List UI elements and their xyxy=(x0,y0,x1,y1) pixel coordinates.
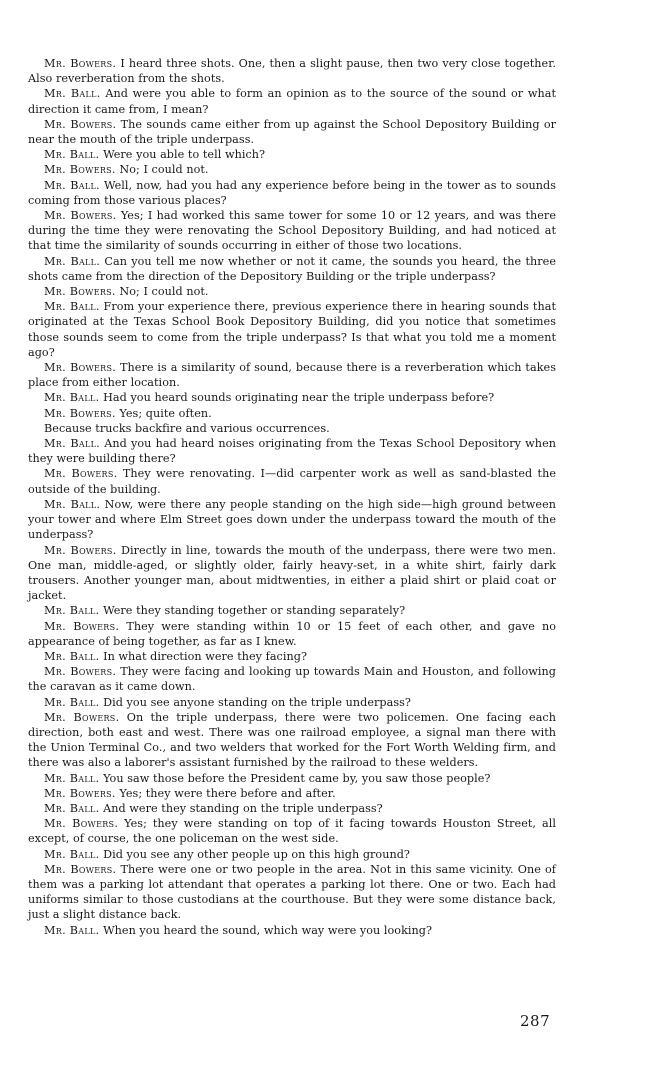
speaker-label: Mr. Ball. xyxy=(44,604,100,618)
paragraph-text: And were you able to form an opinion as to the source of the sound or what direction it came from, I mean? xyxy=(28,87,556,116)
speaker-label: Mr. Bowers. xyxy=(44,543,117,557)
testimony-paragraph xyxy=(28,497,556,543)
paragraph-text: Were you able to tell which? xyxy=(103,148,266,162)
paragraph-text: They were renovating. I—did carpenter work as well as sand-blasted the outside of the building. xyxy=(28,467,557,496)
speaker-label: Mr. Bowers. xyxy=(44,619,120,633)
testimony-paragraph xyxy=(28,801,556,816)
speaker-label: Mr. Bowers. xyxy=(44,163,116,177)
paragraph-text: No; I could not. xyxy=(119,163,209,177)
speaker-label: Mr. Bowers. xyxy=(44,665,117,679)
speaker-label: Mr. Ball. xyxy=(44,801,100,815)
speaker-label: Mr. Ball. xyxy=(44,148,100,162)
testimony-paragraph xyxy=(28,862,556,923)
speaker-label: Mr. Bowers. xyxy=(44,57,117,70)
testimony-paragraph xyxy=(28,254,556,284)
paragraph-text: Because trucks backfire and various occurrences. xyxy=(44,421,330,435)
testimony-paragraph xyxy=(28,664,556,694)
speaker-label: Mr. Bowers. xyxy=(44,467,118,481)
paragraph-text: Well, now, had you had any experience before being in the tower as to sounds coming from those various places? xyxy=(28,178,557,207)
paragraph-text: The sounds came either from up against the School Depository Building or near the mouth of the triple underpass. xyxy=(28,117,556,147)
testimony-paragraph xyxy=(28,284,556,299)
speaker-label: Mr. Ball. xyxy=(44,497,101,511)
paragraph-text: Had you heard sounds originating near the triple underpass before? xyxy=(103,391,495,405)
speaker-label: Mr. Ball. xyxy=(44,771,100,785)
paragraph-text: Yes; I had worked this same tower for some 10 or 12 years, and was there during the time they were renovating the School Depository Building, and had noticed at that time the similarity of sounds occurring in either of those two locations. xyxy=(28,209,556,253)
paragraph-text: There were one or two people in the area. Not in this same vicinity. One of them was a parking lot attendant that operates a parking lot there. One or two. Each had uniforms similar to those custodians at the courthouse. But they were some distance back, just a slight distance back. xyxy=(28,862,556,922)
paragraph-text: You saw those before the President came by, you saw those people? xyxy=(103,771,491,785)
paragraph-text: On the triple underpass, there were two policemen. One facing each direction, both east and west. There was one railroad employee, a signal man there with the Union Terminal Co., and two welders that worked for the Fort Worth Welding firm, and there was also a laborer's assistant furnished by the railroad to these welders. xyxy=(28,710,556,770)
speaker-label: Mr. Bowers. xyxy=(44,710,120,724)
testimony-paragraph xyxy=(28,603,556,618)
paragraph-text: Did you see any other people up on this high ground? xyxy=(103,847,410,861)
speaker-label: Mr. Bowers. xyxy=(44,117,117,131)
testimony-paragraph xyxy=(28,816,556,846)
testimony-paragraph xyxy=(28,117,556,147)
paragraph-text: From your experience there, previous experience there in hearing sounds that originated at the Texas School Book Depository Building, did you notice that sometimes those sounds seem to come from the triple underpass? Is that what you told me a moment ago? xyxy=(28,300,557,359)
testimony-paragraph xyxy=(28,786,556,801)
testimony-paragraph xyxy=(28,466,556,496)
paragraph-text: Did you see anyone standing on the triple underpass? xyxy=(103,695,411,709)
paragraph-text: No; I could not. xyxy=(119,285,209,299)
speaker-label: Mr. Ball. xyxy=(44,649,100,663)
paragraph-text: And you had heard noises originating from the Texas School Depository when they were building there? xyxy=(28,437,556,466)
testimony-paragraph xyxy=(28,421,556,436)
speaker-label: Mr. Ball. xyxy=(44,254,101,268)
testimony-paragraph xyxy=(28,162,556,177)
testimony-paragraph xyxy=(28,847,556,862)
paragraph-text: Directly in line, towards the mouth of the underpass, there were two men. One man, middle-aged, or slightly older, fairly heavy-set, in a white shirt, fairly dark trousers. Another younger man, about midtwenties, in either a plaid shirt or plaid coat or jacket. xyxy=(28,543,557,603)
paragraph-text: Were they standing together or standing separately? xyxy=(103,604,406,618)
page-number: 287 xyxy=(520,1012,551,1030)
speaker-label: Mr. Bowers. xyxy=(44,285,116,299)
paragraph-text: Yes; they were there before and after. xyxy=(119,786,336,800)
testimony-paragraph xyxy=(28,436,556,466)
speaker-label: Mr. Bowers. xyxy=(44,786,116,800)
testimony-paragraph xyxy=(28,390,556,405)
testimony-paragraph xyxy=(28,147,556,162)
testimony-paragraph xyxy=(28,86,556,116)
speaker-label: Mr. Ball. xyxy=(44,847,100,861)
speaker-label: Mr. Bowers. xyxy=(44,817,119,831)
paragraph-text: They were standing within 10 or 15 feet of each other, and gave no appearance of being together, as far as I knew. xyxy=(28,619,557,648)
testimony-paragraph xyxy=(28,619,556,649)
testimony-paragraph xyxy=(28,710,556,771)
speaker-label: Mr. Bowers. xyxy=(44,209,117,223)
speaker-label: Mr. Ball. xyxy=(44,695,100,709)
speaker-label: Mr. Ball. xyxy=(44,437,101,451)
paragraph-text: I heard three shots. One, then a slight pause, then two very close together. Also reverberation from the shots. xyxy=(28,57,556,86)
paragraph-text: They were facing and looking up towards Main and Houston, and following the caravan as it came down. xyxy=(28,665,556,694)
testimony-paragraph xyxy=(28,56,556,86)
testimony-text xyxy=(28,56,556,938)
speaker-label: Mr. Bowers. xyxy=(44,361,117,375)
speaker-label: Mr. Bowers. xyxy=(44,406,116,420)
speaker-label: Mr. Ball. xyxy=(44,87,101,101)
paragraph-text: There is a similarity of sound, because there is a reverberation which takes place from either location. xyxy=(28,361,556,390)
speaker-label: Mr. Ball. xyxy=(44,923,100,937)
paragraph-text: Yes; they were standing on top of it facing towards Houston Street, all except, of course, the one policeman on the west side. xyxy=(28,817,556,846)
testimony-paragraph xyxy=(28,695,556,710)
testimony-paragraph xyxy=(28,771,556,786)
testimony-paragraph xyxy=(28,649,556,664)
speaker-label: Mr. Ball. xyxy=(44,300,100,314)
testimony-paragraph xyxy=(28,208,556,254)
paragraph-text: Yes; quite often. xyxy=(119,406,212,420)
testimony-paragraph xyxy=(28,406,556,421)
testimony-paragraph xyxy=(28,923,556,938)
paragraph-text: Now, were there any people standing on the high side—high ground between your tower and where Elm Street goes down under the underpass toward the mouth of the underpass? xyxy=(28,497,556,542)
speaker-label: Mr. Ball. xyxy=(44,178,100,192)
paragraph-text: In what direction were they facing? xyxy=(103,649,308,663)
speaker-label: Mr. Bowers. xyxy=(44,862,117,876)
paragraph-text: And were they standing on the triple underpass? xyxy=(103,801,383,815)
testimony-paragraph xyxy=(28,178,556,208)
testimony-paragraph xyxy=(28,299,556,360)
speaker-label: Mr. Ball. xyxy=(44,391,100,405)
paragraph-text: When you heard the sound, which way were you looking? xyxy=(103,923,433,937)
testimony-paragraph xyxy=(28,543,556,604)
paragraph-text: Can you tell me now whether or not it came, the sounds you heard, the three shots came from the direction of the Depository Building or the triple underpass? xyxy=(28,254,556,283)
testimony-paragraph xyxy=(28,360,556,390)
